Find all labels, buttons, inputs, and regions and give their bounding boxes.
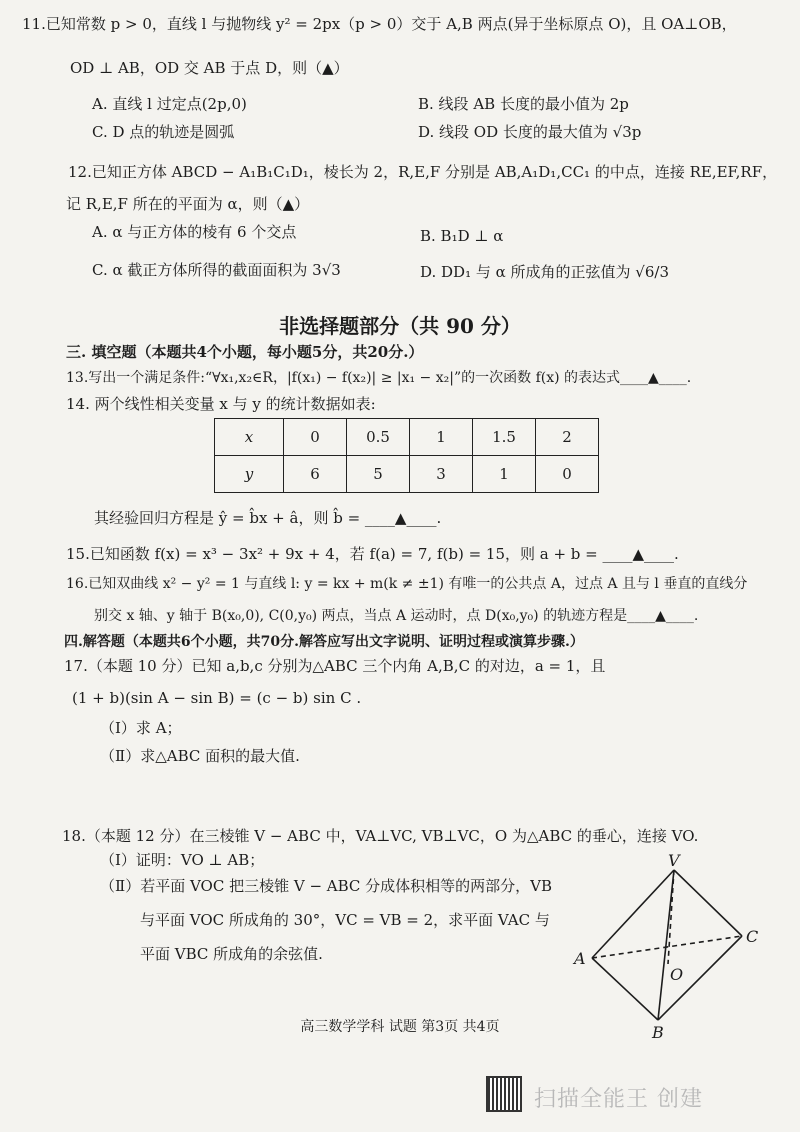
table-cell: 1 (473, 456, 536, 493)
table-cell: 3 (410, 456, 473, 493)
q18-part2a: （Ⅱ）若平面 VOC 把三棱锥 V − ABC 分成体积相等的两部分，VB (100, 877, 553, 895)
table-cell: 0.5 (347, 419, 410, 456)
q12-option-d: D. DD₁ 与 α 所成角的正弦值为 √6/3 (420, 263, 669, 281)
q18-part2b: 与平面 VOC 所成角的 30°，VC = VB = 2，求平面 VAC 与 (140, 911, 550, 929)
q12-option-c: C. α 截正方体所得的截面面积为 3√3 (92, 261, 341, 279)
q15-text: 15.已知函数 f(x) = x³ − 3x² + 9x + 4，若 f(a) = 7, f(b) = 15，则 a + b = ____▲____. (66, 545, 679, 563)
table-header-y: y (215, 456, 284, 493)
table-cell: 5 (347, 456, 410, 493)
q16-line2: 别交 x 轴、y 轴于 B(x₀,0), C(0,y₀) 两点，当点 A 运动时，点 D(x₀,y₀) 的轨迹方程是____▲____. (94, 608, 699, 624)
q18-part2c: 平面 VBC 所成角的余弦值. (140, 945, 323, 963)
label-c: C (746, 927, 759, 946)
label-b: B (652, 1023, 664, 1042)
table-row (215, 419, 599, 456)
q16-line1: 16.已知双曲线 x² − y² = 1 与直线 l: y = kx + m(k ≠ ±1) 有唯一的公共点 A，过点 A 且与 l 垂直的直线分 (66, 576, 748, 592)
page-footer: 高三数学学科 试题 第3页 共4页 (300, 1019, 500, 1035)
answer-header: 四.解答题（本题共6个小题，共70分.解答应写出文字说明、证明过程或演算步骤.） (64, 634, 584, 650)
q14-line1: 14. 两个线性相关变量 x 与 y 的统计数据如表: (66, 395, 376, 413)
label-v: V (668, 852, 680, 870)
table-cell: 2 (536, 419, 599, 456)
q11-option-c: C. D 点的轨迹是圆弧 (92, 123, 235, 141)
edge-ab (592, 958, 658, 1020)
q14-data-table (214, 418, 599, 493)
q12-line1: 12.已知正方体 ABCD − A₁B₁C₁D₁，棱长为 2，R,E,F 分别是 AB,A₁D₁,CC₁ 的中点，连接 RE,EF,RF， (68, 163, 778, 181)
q11-option-a: A. 直线 l 过定点(2p,0) (92, 95, 247, 113)
q14-line2: 其经验回归方程是 ŷ = b̂x + â，则 b̂ = ____▲____. (94, 509, 442, 527)
fill-in-header: 三. 填空题（本题共4个小题，每小题5分，共20分.） (66, 343, 424, 361)
watermark-text: 扫描全能王 创建 (534, 1087, 703, 1112)
table-row (215, 456, 599, 493)
q17-part1: （Ⅰ）求 A； (100, 719, 182, 737)
q11-option-d: D. 线段 OD 长度的最大值为 √3p (418, 123, 642, 141)
q12-option-a: A. α 与正方体的棱有 6 个交点 (92, 223, 297, 241)
q17-part2: （Ⅱ）求△ABC 面积的最大值. (100, 747, 300, 765)
q11-line2: OD ⊥ AB，OD 交 AB 于点 D，则（▲） (70, 59, 349, 77)
table-cell: 6 (284, 456, 347, 493)
qr-code-icon (486, 1076, 522, 1112)
q17-line1: 17.（本题 10 分）已知 a,b,c 分别为△ABC 三个内角 A,B,C 的对边，a = 1，且 (64, 657, 606, 675)
table-cell: 1.5 (473, 419, 536, 456)
section-title: 非选择题部分（共 90 分） (279, 314, 521, 338)
q11-option-b: B. 线段 AB 长度的最小值为 2p (418, 95, 629, 113)
q12-option-b: B. B₁D ⊥ α (420, 227, 504, 245)
label-o: O (670, 965, 684, 984)
q11-line1: 11.已知常数 p > 0，直线 l 与抛物线 y² = 2px（p > 0）交于 A,B 两点(异于坐标原点 O)，且 OA⊥OB， (22, 15, 737, 33)
edge-vc (674, 870, 742, 936)
table-header-x: x (215, 419, 284, 456)
q13-text: 13.写出一个满足条件:“∀x₁,x₂∈R，|f(x₁) − f(x₂)| ≥ |x₁ − x₂|”的一次函数 f(x) 的表达式____▲____. (66, 370, 692, 386)
edge-vb (658, 870, 674, 1020)
q12-line2: 记 R,E,F 所在的平面为 α，则（▲） (66, 195, 310, 213)
tetrahedron-figure (570, 852, 770, 1042)
table-cell: 1 (410, 419, 473, 456)
q17-line2: (1 + b)(sin A − sin B) = (c − b) sin C . (72, 689, 362, 707)
scanner-watermark (486, 1076, 786, 1116)
edge-va (592, 870, 674, 958)
q18-line1: 18.（本题 12 分）在三棱锥 V − ABC 中，VA⊥VC, VB⊥VC，O 为△ABC 的垂心，连接 VO. (62, 827, 699, 845)
table-cell: 0 (536, 456, 599, 493)
label-a: A (574, 949, 586, 968)
table-cell: 0 (284, 419, 347, 456)
q18-part1: （Ⅰ）证明：VO ⊥ AB； (100, 851, 265, 869)
